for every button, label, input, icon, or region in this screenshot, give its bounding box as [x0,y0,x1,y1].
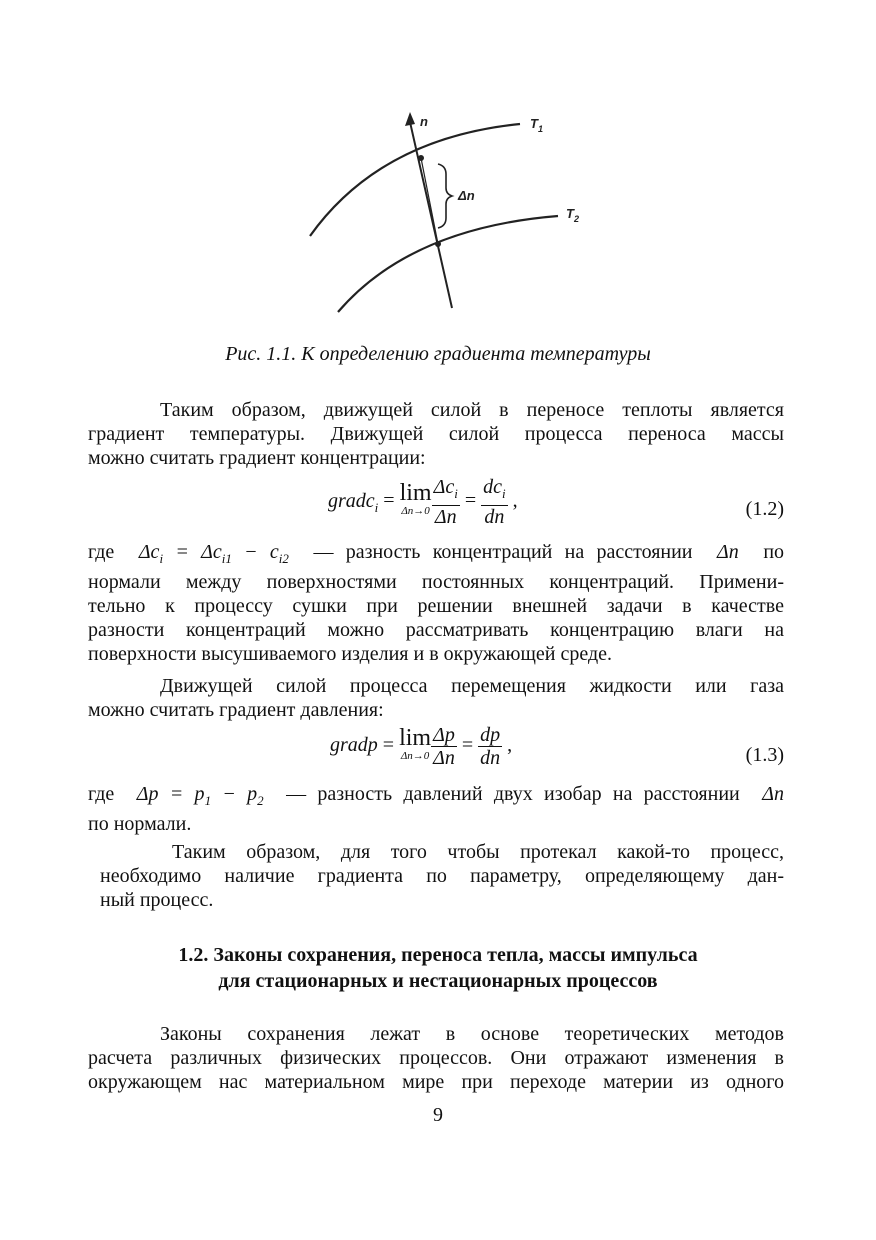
text-line: можно считать градиент концентрации: [88,447,426,469]
label-t1: $T_1$ [530,116,543,134]
text-line: ный процесс. [100,889,214,911]
fraction-derivative: $\frac{dc_i}{dn}$ [483,476,506,528]
text-line: нормали между поверхностями постоянных концентраций. Примени- [88,571,784,593]
text-line: градиент температуры. Движущей силой процесса переноса массы [88,423,784,445]
page-number: 9 [433,1104,443,1126]
text-line: Законы сохранения лежат в основе теоретических методов [160,1023,784,1045]
eq-lhs: gradp [330,734,378,757]
equation-1-2: gradc$_i$ = lim Δn→0 $\frac{\Delta c_i}{\Delta n}$ = $\frac{dc_i}{dn}$ , [328,476,518,528]
distance-helper-line [421,158,438,244]
paragraph-conservation-laws [88,1022,784,1094]
fraction-delta: $\frac{\Delta c_i}{\Delta n}$ [433,476,458,528]
text-line: расчета различных физических процессов. Они отражают изменения в [88,1047,784,1069]
equation-1-3: gradp = lim Δn→0 $\frac{\Delta p}{\Delta n}$ = $\frac{dp}{dn}$ , [330,724,513,769]
eq-lhs: gradc$_i$ [328,489,379,515]
delta-n-brace-icon [438,164,452,228]
fraction-derivative: $\frac{dp}{dn}$ [480,724,501,769]
section-heading-line: для стационарных и нестационарных процессов [218,970,658,992]
text-line: можно считать градиент давления: [88,699,384,721]
text-line: по нормали. [88,813,192,835]
text-line: тельно к процессу сушки при решении внешней задачи в качестве [88,595,784,617]
label-n: n [420,114,428,129]
label-t2: $T_2$ [566,206,579,224]
paragraph-concentration-difference [88,540,784,666]
isotherm-t2-curve [338,216,558,312]
text-line: где $\Delta p = p_1 - p_2$ — разность давлений двух изобар на расстоянии Δn [88,783,784,808]
paragraph-process-condition [100,840,784,912]
text-line: где $\Delta c_i = \Delta c_{i1} - c_{i2}$ — разность концентраций на расстоянии Δn по [88,541,785,566]
paragraph-pressure-difference [88,782,784,836]
text-line: разности концентраций можно рассматривать концентрацию влаги на [88,619,784,641]
figure-caption: Рис. 1.1. К определению градиента температуры [225,343,651,365]
section-heading-line: 1.2. Законы сохранения, переноса тепла, массы импульса [178,944,698,966]
text-line: Таким образом, для того чтобы протекал какой-то процесс, [172,841,784,863]
text-line: Движущей силой процесса перемещения жидкости или газа [160,675,784,697]
text-line: необходимо наличие градиента по параметру, определяющему дан- [100,865,784,887]
equation-number-1-2: (1.2) [745,498,784,520]
fraction-delta: $\frac{\Delta p}{\Delta n}$ [433,724,455,769]
paragraph-driving-force-heat [88,398,784,470]
temperature-gradient-figure [300,108,600,340]
text-line: Таким образом, движущей силой в переносе теплоты является [160,399,784,421]
text-line: поверхности высушиваемого изделия и в окружающей среде. [88,643,612,665]
normal-arrow-head [405,112,415,126]
text-line: окружающем нас материальном мире при переходе материи из одного [88,1071,784,1093]
limit-operator: lim Δn→0 [399,480,432,517]
equation-number-1-3: (1.3) [745,744,784,766]
paragraph-pressure-gradient [88,674,784,722]
section-heading [0,942,876,994]
label-delta-n: Δn [458,188,475,203]
limit-operator: lim Δn→0 [399,724,432,762]
